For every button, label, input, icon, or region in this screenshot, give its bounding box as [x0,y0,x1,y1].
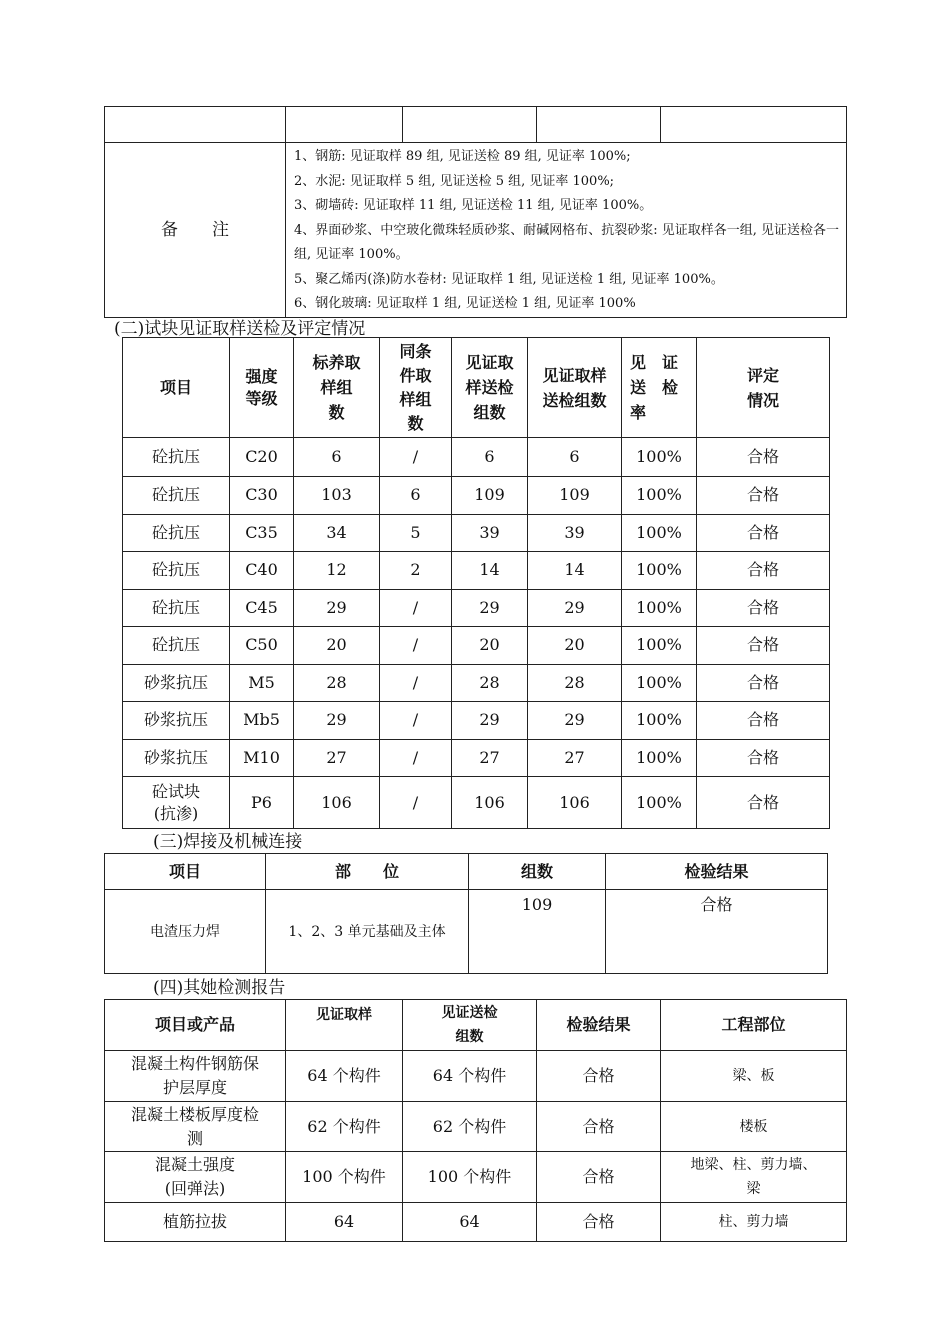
cell-eval: 合格 [697,552,830,590]
cell-standard: 6 [294,438,380,477]
cell-item [105,1102,286,1152]
cell-rate: 100% [622,552,697,590]
cell-line: 62 个构件 [307,1116,381,1136]
header-line: 见证取样 [316,1007,372,1023]
section3-title: (三)焊接及机械连接 [153,832,303,852]
cell-item [105,1051,286,1102]
cell-witness-groups: 29 [528,589,622,627]
header-line: 样送检 [465,378,514,397]
header-line: 样组 [399,389,432,409]
notes-table [104,106,847,318]
cell-witness-groups: 14 [528,552,622,590]
cell-item: 砂浆抗压 [123,739,230,777]
cell-line: 护层厚度 [162,1078,227,1097]
header-line: 件取 [399,365,432,385]
note-line: 4、界面砂浆、中空玻化微珠轻质砂浆、耐碱网格布、抗裂砂浆: 见证取样各一组, 见证送检各一组, 见证率 100%。 [294,222,840,262]
table-row [105,890,828,974]
cell-witness-sent: 29 [452,702,528,740]
cell-witness-sent: 106 [452,777,528,829]
cell-grade: Mb5 [230,702,294,740]
cell-item: 电渣压力焊 [105,890,266,974]
cell-rate: 100% [622,514,697,552]
cell-same: / [380,739,452,777]
cell-standard: 103 [294,477,380,515]
header-grade [230,338,294,438]
cell-witness-sent: 6 [452,438,528,477]
cell-item: 砂浆抗压 [123,702,230,740]
table-row [123,514,830,552]
cell-grade: C40 [230,552,294,590]
blank-cell [105,107,286,143]
cell-sent [403,1051,537,1102]
cell-part [661,1152,847,1203]
cell-eval: 合格 [697,627,830,665]
cell-witness-sent: 109 [452,477,528,515]
cell-item [123,777,230,829]
header-line: 送检组数 [542,390,607,410]
blank-cell [537,107,661,143]
cell-item: 砼抗压 [123,627,230,665]
cell-witness-groups: 39 [528,514,622,552]
table-row [123,627,830,665]
cell-line: 64 个构件 [307,1066,381,1085]
other-body [105,1051,847,1242]
cell-same: / [380,777,452,829]
table-row [123,664,830,702]
cell-standard: 27 [294,739,380,777]
note-line: 2、水泥: 见证取样 5 组, 见证送检 5 组, 见证率 100%; [294,173,615,189]
cell-witness-sent: 20 [452,627,528,665]
blank-cell [661,107,847,143]
cell-line: 地梁、柱、剪力墙、 [690,1157,817,1173]
cell-rate: 100% [622,589,697,627]
welding-header-row [105,854,828,890]
cell-witness-groups: 27 [528,739,622,777]
cell-rate: 100% [622,739,697,777]
cell-same: 2 [380,552,452,590]
cell-part [661,1102,847,1152]
cell-line: 砼试块 [151,781,200,801]
header-line: 组数 [473,403,506,422]
header-item: 项目 [123,338,230,438]
header-result: 检验结果 [606,854,828,890]
header-line: 组数 [455,1029,484,1045]
cell-line: 混凝土楼板厚度检 [130,1104,259,1124]
cell-item: 砼抗压 [123,589,230,627]
cell-grade: M5 [230,664,294,702]
cell-sent [403,1152,537,1203]
cell-item [105,1152,286,1203]
cell-rate: 100% [622,477,697,515]
table-row [123,438,830,477]
cell-result [537,1203,661,1242]
header-line: 情况 [746,390,779,410]
table-row [105,1102,847,1152]
header-part: 工程部位 [661,1000,847,1051]
table-row [105,1152,847,1203]
table-row [123,777,830,829]
cell-item: 砼抗压 [123,438,230,477]
cell-eval: 合格 [697,438,830,477]
header-line: 见证送检 [441,1005,498,1021]
welding-table [104,853,828,974]
table-row [123,477,830,515]
cell-witness [286,1203,403,1242]
cell-standard: 29 [294,589,380,627]
cell-line: 100 个构件 [427,1167,512,1186]
cell-line: 梁、板 [732,1068,775,1084]
cell-line: 测 [186,1128,203,1148]
cell-same: / [380,438,452,477]
cell-same: / [380,589,452,627]
cell-same: 6 [380,477,452,515]
cell-eval: 合格 [697,477,830,515]
cell-part [661,1051,847,1102]
header-line: 见 证 [630,353,679,372]
cell-part [661,1203,847,1242]
cell-result [537,1102,661,1152]
cell-witness [286,1102,403,1152]
cell-result [537,1051,661,1102]
cell-grade: C50 [230,627,294,665]
cell-witness-groups: 6 [528,438,622,477]
header-line: 数 [328,403,345,422]
cell-witness-groups: 29 [528,702,622,740]
header-line: 见证取样 [542,365,607,385]
cell-line: 64 [459,1212,480,1231]
cell-grade: C20 [230,438,294,477]
cell-eval: 合格 [697,739,830,777]
header-result: 检验结果 [537,1000,661,1051]
note-line: 1、钢筋: 见证取样 89 组, 见证送检 89 组, 见证率 100%; [294,149,631,164]
cell-line: 100 个构件 [302,1167,386,1186]
cell-witness-groups: 20 [528,627,622,665]
header-rate [622,338,697,438]
cell-witness-groups: 109 [528,477,622,515]
cell-line: (回弹法) [164,1179,226,1198]
cell-grade: C35 [230,514,294,552]
cell-eval: 合格 [697,664,830,702]
header-item: 项目 [105,854,266,890]
cell-witness-sent: 27 [452,739,528,777]
section2-title: (二)试块见证取样送检及评定情况 [114,319,366,339]
cell-rate: 100% [622,664,697,702]
specimen-header-row [123,338,830,438]
cell-standard: 34 [294,514,380,552]
other-header-row [105,1000,847,1051]
header-same [380,338,452,438]
table-row [105,1203,847,1242]
header-item: 项目或产品 [105,1000,286,1051]
header-witness-groups [528,338,622,438]
cell-witness [286,1152,403,1203]
cell-standard: 29 [294,702,380,740]
table-row [105,1051,847,1102]
cell-grade: P6 [230,777,294,829]
cell-grade: C45 [230,589,294,627]
cell-sent [403,1203,537,1242]
cell-line: 梁 [746,1181,761,1197]
note-line: 6、钢化玻璃: 见证取样 1 组, 见证送检 1 组, 见证率 100% [294,296,636,311]
specimen-body [123,438,830,777]
blank-cell [286,107,403,143]
notes-body [286,143,847,318]
cell-line: 合格 [582,1066,615,1085]
cell-line: (抗渗) [153,803,199,823]
cell-witness-sent: 29 [452,589,528,627]
cell-item: 砼抗压 [123,477,230,515]
cell-witness-groups: 28 [528,664,622,702]
cell-grade: C30 [230,477,294,515]
cell-same: / [380,702,452,740]
cell-line: 楼板 [739,1118,768,1135]
table-row [123,739,830,777]
specimen-table [122,337,830,829]
cell-line: 62 个构件 [432,1116,507,1136]
cell-same: / [380,627,452,665]
cell-item [105,1203,286,1242]
header-line: 送 检 [630,378,679,397]
cell-rate: 100% [622,627,697,665]
cell-same: 5 [380,514,452,552]
header-witness-sent [452,338,528,438]
header-eval [697,338,830,438]
header-witness [286,1000,403,1051]
cell-eval: 合格 [697,514,830,552]
cell-same: / [380,664,452,702]
cell-standard: 106 [294,777,380,829]
cell-eval: 合格 [697,589,830,627]
header-line: 同条 [399,341,432,361]
cell-standard: 12 [294,552,380,590]
table-row [123,702,830,740]
cell-grade: M10 [230,739,294,777]
header-standard [294,338,380,438]
header-sent [403,1000,537,1051]
cell-standard: 20 [294,627,380,665]
cell-line: 64 [333,1212,355,1231]
header-line: 数 [407,413,424,433]
cell-rate: 100% [622,438,697,477]
note-line: 3、砌墙砖: 见证取样 11 组, 见证送检 11 组, 见证率 100%。 [294,198,653,213]
cell-line: 混凝土构件钢筋保 [130,1054,259,1073]
header-line: 评定 [746,365,779,385]
header-line: 率 [630,403,647,422]
cell-witness-sent: 14 [452,552,528,590]
notes-row [105,143,847,318]
header-groups: 组数 [469,854,606,890]
cell-witness-groups: 106 [528,777,622,829]
cell-item: 砼抗压 [123,514,230,552]
cell-witness [286,1051,403,1102]
cell-line: 合格 [582,1167,615,1186]
cell-eval: 合格 [697,702,830,740]
cell-groups: 109 [469,890,606,974]
cell-result [537,1152,661,1203]
cell-rate: 100% [622,702,697,740]
cell-witness-sent: 28 [452,664,528,702]
notes-label: 备 注 [105,143,286,318]
blank-cell [403,107,537,143]
cell-sent [403,1102,537,1152]
other-reports-table [104,999,847,1242]
cell-item: 砂浆抗压 [123,664,230,702]
cell-line: 合格 [582,1116,615,1136]
cell-standard: 28 [294,664,380,702]
cell-line: 植筋拉拔 [162,1212,227,1231]
section4-title: (四)其她检测报告 [153,978,286,998]
cell-line: 柱、剪力墙 [718,1214,789,1230]
cell-line: 合格 [582,1212,615,1231]
cell-item: 砼抗压 [123,552,230,590]
note-line: 5、聚乙烯丙(涤)防水卷材: 见证取样 1 组, 见证送检 1 组, 见证率 100%。 [294,271,724,287]
header-line: 样组 [320,378,353,397]
cell-line: 混凝土强度 [154,1155,235,1174]
cell-part: 1、2、3 单元基础及主体 [266,890,469,974]
header-line: 见证取 [465,353,514,372]
cell-line: 64 个构件 [432,1066,507,1085]
header-part: 部 位 [266,854,469,890]
table-row [123,589,830,627]
cell-witness-sent: 39 [452,514,528,552]
header-line: 强度 [245,366,278,386]
cell-eval: 合格 [697,777,830,829]
header-line: 标养取 [312,353,361,372]
header-line: 等级 [245,388,278,408]
cell-result: 合格 [606,890,828,974]
table-row [123,552,830,590]
cell-rate: 100% [622,777,697,829]
blank-row [105,107,847,143]
